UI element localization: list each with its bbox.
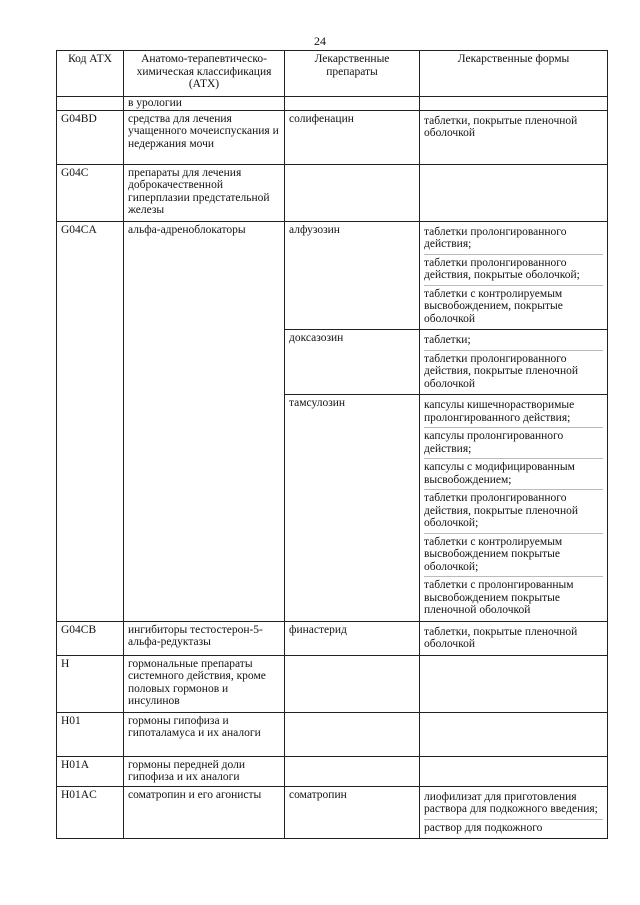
cell-code bbox=[57, 97, 124, 111]
table-row bbox=[57, 786, 608, 839]
form-item: таблетки с пролонгированным высвобождением покрытые пленочной оболочкой bbox=[424, 579, 574, 616]
page-number: 24 bbox=[314, 34, 326, 48]
cell-code: G04CA bbox=[57, 221, 124, 621]
cell-forms bbox=[420, 621, 608, 655]
form-item: таблетки, покрытые пленочной оболочкой bbox=[424, 114, 578, 139]
table-row-continuation bbox=[57, 97, 608, 111]
cell-atc: гормональные препараты системного действия, кроме половых гормонов и инсулинов bbox=[124, 655, 285, 712]
cell-forms bbox=[420, 164, 608, 221]
table-row bbox=[57, 756, 608, 786]
cell-drug: тамсулозин bbox=[285, 395, 420, 622]
drug-table bbox=[56, 50, 608, 839]
cell-drug: солифенацин bbox=[285, 110, 420, 164]
table-row bbox=[57, 655, 608, 712]
form-item: таблетки с контролируемым высвобождением, покрытые оболочкой bbox=[424, 287, 563, 325]
cell-atc: ингибиторы тестостерон-5-альфа-редуктазы bbox=[124, 621, 285, 655]
cell-forms bbox=[420, 756, 608, 786]
cell-code: H01A bbox=[57, 756, 124, 786]
table-row bbox=[57, 110, 608, 164]
form-item: лиофилизат для приготовления раствора для подкожного введения; bbox=[424, 789, 603, 820]
table-header-row bbox=[57, 51, 608, 97]
cell-forms bbox=[420, 330, 608, 395]
cell-forms bbox=[420, 395, 608, 622]
table-row bbox=[57, 712, 608, 756]
form-item: капсулы пролонгированного действия; bbox=[424, 428, 603, 459]
cell-atc: гормоны передней доли гипофиза и их аналоги bbox=[124, 756, 285, 786]
cell-code: H bbox=[57, 655, 124, 712]
cell-atc: в урологии bbox=[124, 97, 285, 111]
cell-code: G04C bbox=[57, 164, 124, 221]
cell-drug: соматропин bbox=[285, 786, 420, 839]
cell-atc: соматропин и его агонисты bbox=[124, 786, 285, 839]
form-item: таблетки, покрытые пленочной оболочкой bbox=[424, 625, 578, 650]
header-code: Код АТХ bbox=[57, 51, 124, 97]
cell-forms bbox=[420, 110, 608, 164]
cell-atc: альфа-адреноблокаторы bbox=[124, 221, 285, 621]
cell-forms bbox=[420, 221, 608, 330]
cell-drug: финастерид bbox=[285, 621, 420, 655]
cell-drug bbox=[285, 97, 420, 111]
table-row bbox=[57, 221, 608, 330]
cell-code: H01AC bbox=[57, 786, 124, 839]
form-item: раствор для подкожного bbox=[424, 821, 543, 834]
form-item: таблетки пролонгированного действия, покрытые пленочной оболочкой; bbox=[424, 490, 603, 534]
cell-drug bbox=[285, 655, 420, 712]
cell-drug: доксазозин bbox=[285, 330, 420, 395]
form-item: таблетки пролонгированного действия, покрытые оболочкой; bbox=[424, 255, 603, 286]
cell-drug bbox=[285, 164, 420, 221]
cell-atc: препараты для лечения доброкачественной гиперплазии предстательной железы bbox=[124, 164, 285, 221]
cell-forms bbox=[420, 97, 608, 111]
form-item: таблетки пролонгированного действия; bbox=[424, 224, 603, 255]
cell-forms bbox=[420, 655, 608, 712]
header-forms: Лекарственные формы bbox=[420, 51, 608, 97]
form-item: таблетки; bbox=[424, 332, 603, 351]
table-row bbox=[57, 621, 608, 655]
cell-atc: гормоны гипофиза и гипоталамуса и их аналоги bbox=[124, 712, 285, 756]
form-item: капсулы кишечнорастворимые пролонгированного действия; bbox=[424, 397, 603, 428]
cell-code: G04BD bbox=[57, 110, 124, 164]
cell-drug bbox=[285, 756, 420, 786]
cell-forms bbox=[420, 712, 608, 756]
header-atc: Анатомо-терапевтическо-химическая классификация (АТХ) bbox=[124, 51, 285, 97]
form-item: таблетки пролонгированного действия, покрытые пленочной оболочкой bbox=[424, 352, 579, 390]
form-item: таблетки с контролируемым высвобождением покрытые оболочкой; bbox=[424, 534, 603, 578]
cell-forms bbox=[420, 786, 608, 839]
cell-drug bbox=[285, 712, 420, 756]
form-item: капсулы с модифицированным высвобождением; bbox=[424, 459, 603, 490]
cell-code: H01 bbox=[57, 712, 124, 756]
cell-atc: средства для лечения учащенного мочеиспускания и недержания мочи bbox=[124, 110, 285, 164]
cell-drug: алфузозин bbox=[285, 221, 420, 330]
table-row bbox=[57, 164, 608, 221]
header-drugs: Лекарственные препараты bbox=[285, 51, 420, 97]
cell-code: G04CB bbox=[57, 621, 124, 655]
